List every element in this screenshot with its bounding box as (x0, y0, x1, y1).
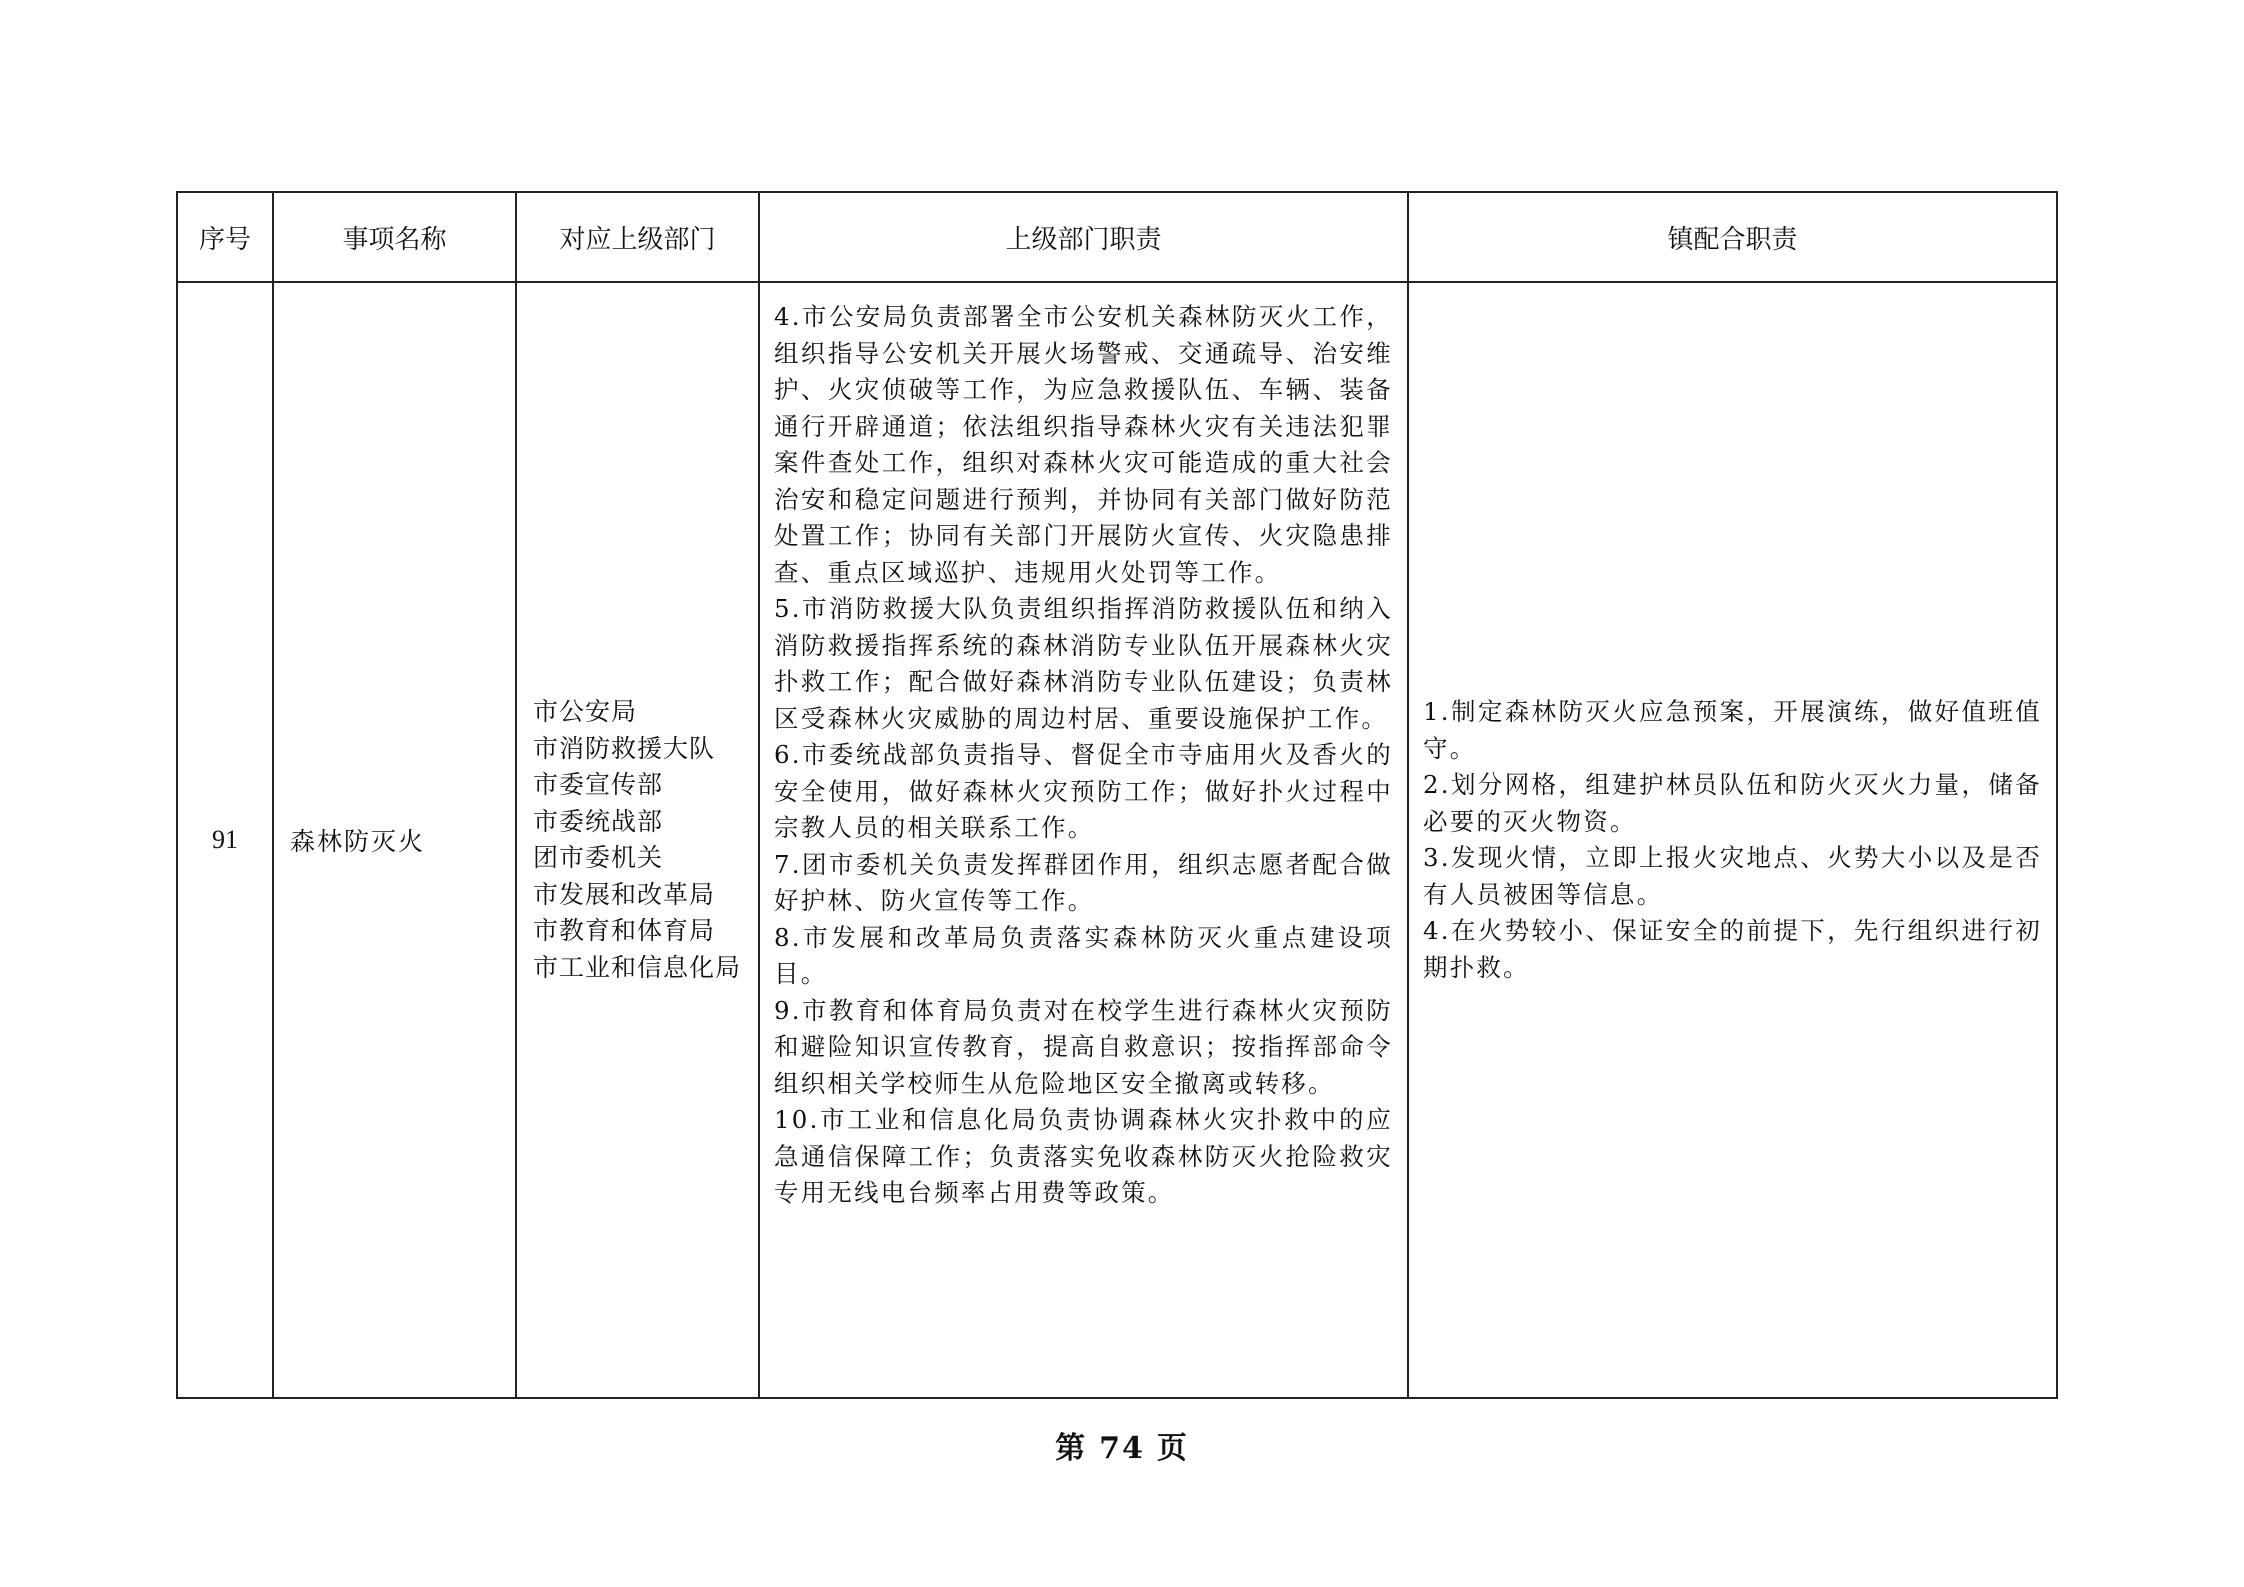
upper-duty-item: 8.市发展和改革局负责落实森林防灭火重点建设项目。 (774, 922, 1393, 988)
header-no: 序号 (177, 192, 273, 282)
upper-duty-item: 5.市消防救援大队负责组织指挥消防救援队伍和纳入消防救援指挥系统的森林消防专业队伍开展森林火灾扑救工作；配合做好森林消防专业队伍建设；负责林区受森林火灾威胁的周边村居、重要设施保护工作。 (774, 594, 1393, 733)
page-footer (0, 1423, 2244, 1467)
town-duty-item: 2.划分网格，组建护林员队伍和防火灭火力量，储备必要的灭火物资。 (1423, 770, 2042, 836)
upper-duty-item: 4.市公安局负责部署全市公安机关森林防灭火工作，组织指导公安机关开展火场警戒、交通疏导、治安维护、火灾侦破等工作，为应急救援队伍、车辆、装备通行开辟通道；依法组织指导森林火灾有关违法犯罪案件查处工作，组织对森林火灾可能造成的重大社会治安和稳定问题进行预判，并协同有关部门做好防范处置工作；协同有关部门开展防火宣传、火灾隐患排查、重点区域巡护、违规用火处罚等工作。 (774, 302, 1393, 587)
dept-item: 市教育和体育局 (533, 916, 716, 945)
dept-item: 市消防救援大队 (533, 733, 716, 763)
town-duty-item: 1.制定森林防灭火应急预案，开展演练，做好值班值守。 (1423, 697, 2042, 763)
dept-item: 市委统战部 (533, 806, 664, 836)
dept-item: 市发展和改革局 (533, 879, 716, 909)
row-number: 91 (177, 282, 273, 1398)
item-name: 森林防灭火 (273, 282, 516, 1398)
town-duty-item: 3.发现火情，立即上报火灾地点、火势大小以及是否有人员被困等信息。 (1423, 843, 2042, 909)
upper-duty-item: 6.市委统战部负责指导、督促全市寺庙用火及香火的安全使用，做好森林火灾预防工作；做好扑火过程中宗教人员的相关联系工作。 (774, 740, 1393, 842)
upper-duty-item: 7.团市委机关负责发挥群团作用，组织志愿者配合做好护林、防火宣传等工作。 (774, 849, 1393, 915)
upper-duty-item: 10.市工业和信息化局负责协调森林火灾扑救中的应急通信保障工作；负责落实免收森林防灭火抢险救灾专用无线电台频率占用费等政策。 (774, 1105, 1393, 1207)
dept-list (516, 282, 759, 1398)
town-duty-item: 4.在火势较小、保证安全的前提下，先行组织进行初期扑救。 (1423, 916, 2042, 982)
header-upper-duties: 上级部门职责 (759, 192, 1408, 282)
town-duties-cell (1408, 282, 2057, 1398)
page-number: 74 (1099, 1431, 1145, 1466)
header-town-duties: 镇配合职责 (1408, 192, 2057, 282)
duties-table (176, 191, 2058, 1399)
dept-item: 市公安局 (533, 697, 638, 726)
dept-item: 市委宣传部 (533, 770, 664, 799)
upper-duty-item: 9.市教育和体育局负责对在校学生进行森林火灾预防和避险知识宣传教育，提高自救意识；按指挥部命令组织相关学校师生从危险地区安全撤离或转移。 (774, 995, 1393, 1098)
dept-item: 市工业和信息化局 (533, 952, 742, 982)
dept-item: 团市委机关 (533, 843, 664, 872)
header-name: 事项名称 (273, 192, 516, 282)
table-row (177, 282, 2057, 1398)
page-prefix: 第 (1055, 1431, 1088, 1466)
header-dept: 对应上级部门 (516, 192, 759, 282)
page-suffix: 页 (1156, 1431, 1189, 1466)
upper-duties-cell (759, 282, 1408, 1398)
header-row (177, 192, 2057, 282)
